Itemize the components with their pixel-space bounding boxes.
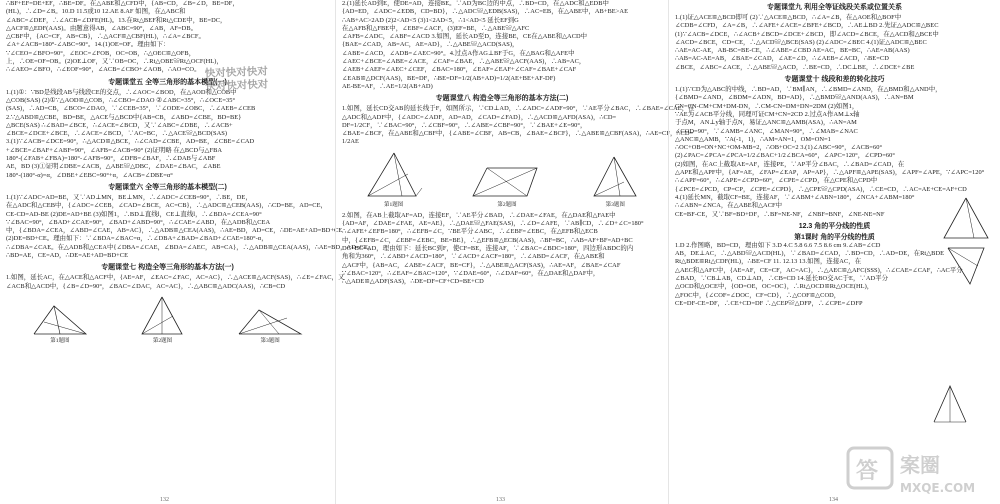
text-line: 1.如图，延长CD交AB的延长线于F，如图所示，∵CD⊥AD，∴∠ADC=∠ADF=90°，∵AE平分∠BAC，∴∠BAE=∠CAE，在: [342, 105, 695, 113]
triangle-figure-icon: [364, 150, 424, 202]
text-line: △BCE(SAS) ∴∠BAD=∠BCE，∴∠ACE=∠BCD，又∵∠ABC=∠DBE，∴∠ACB+: [6, 121, 233, 129]
col2-section1-lines: [342, 105, 695, 146]
text-line: 180°-(∠FAB+∠FBA)=180°-∠AFB=90°，∠DFB=∠BAF，∴∠DAB与∠ABF: [6, 155, 216, 163]
text-line: △FOC中，{∠COF=∠DOC，CF=CD}，∴△COF≌△COD，: [675, 291, 841, 299]
text-line: CE=BF-CE，又∵BF=BD+DF，∴BF=NE-NF，∠NBF=BNF，∠NE-NE=NF: [675, 210, 885, 218]
text-line: AE，BD (3)①证明∠DBE=∠ACB，△ABE≌△DBC，∠DAE=∠BAC，∠ABE: [6, 163, 221, 171]
watermark-logo-icon: [844, 442, 994, 500]
text-line: △CBF中，{AC=CF，AB=CB}，∴△ACF≌△CBF(HL)，∴∠A=∠BCF。: [6, 33, 205, 41]
text-line: 3.(1)∵∠ACB=∠DCE=90°，∴△ACD≌△BCE，∴∠CAD=∠CBE，AD=BE，∠CBE=∠CAD: [6, 138, 255, 146]
text-line: 2.∵△ABD≌△CBE，BD=BE，△ACE与△BCD中{AB=CB，∠ABD=∠CBE，BD=BE}: [6, 113, 242, 121]
text-line: 2.(1)延长AD到E，使DE=AD，连接BE。∵AD为BC边的中点，∴BD=CD，在△ADC和△EDB中: [342, 0, 609, 7]
triangle-side-figure-icon: [940, 196, 992, 288]
text-line: △AEC和△AFC中，{AE=AF，CE=CF，AC=AC}，∴△AEC≌△AFC(SSS)，∴∠CAE=∠CAF，∴AC平分: [675, 266, 963, 274]
text-line: {AD=AF，∠DAE=∠FAE，AE=AE}，∴△DAE≌△FAE(SAS)，∴∠D=∠AFE，∵AB∥CD，∴∠D+∠C=180°: [342, 220, 644, 228]
col2-section2-lines: [342, 212, 662, 287]
text-line: 1.(1)∵∠ADC=AD=BE，又∵AD⊥MN，BE⊥MN，∴∠ADC=∠CEB=90°，∴BE，DE，: [6, 193, 252, 201]
text-line: ∠ACD=∠BCE，CD=CE，∴△ACD≌△BCE(SAS) (2)∠ADC=∠BEC 4.(1)证△ADC≌△BEC: [675, 38, 927, 46]
svg-text:答: 答: [856, 459, 879, 484]
quadrilateral-figure-icon: [467, 162, 547, 202]
col2-page-number: 133: [496, 497, 505, 503]
text-line: (2)DE=BD+CE。理由如下：∵∠BDA=∠BAC=α，∴∠DBA+∠BAD=∠BAD+∠CAE=180°-α，: [6, 235, 268, 243]
text-line: (1)∵∠ACB=∠DCE，∴∠ACB+∠BCD=∠DCE+∠BCD，即∠ACD=∠BCE，在△ACD和△BCE中: [675, 30, 939, 38]
text-line: ∵AE为∠ACB平分线，同理可证CM+CN=2CD 2.过点A作AM⊥x轴: [675, 110, 860, 118]
col3-section0-lines: [675, 14, 994, 72]
col1-section2-lines: [6, 193, 375, 260]
text-line: 180°-(180°-α)=α，∠DBE+∠EBC=90°+α，∠ACB=∠DBE=α°: [6, 171, 173, 179]
col3-section0-title: 专题课堂九 利用全等证线段关系或位置关系: [767, 4, 902, 11]
col3-section2-title: 12.3 角的平分线的性质: [798, 222, 871, 230]
text-line: ∠ABC=∠DEF，∴∠ACB=∠DFE(HL)。13.在Rt△BEF和Rt△CDE中，BE=DC，: [6, 16, 227, 24]
text-line: ∠AFB=∠ADC，∠ABF=∠ACD 3.如图，延长AD至D，连接BE，CE在△ABE和△ACD中: [342, 33, 588, 41]
text-line: ∴BD=AE，CE=AD，∴DE=AE+AD=BD+CE: [6, 252, 129, 260]
text-line: DC+BC=AD，理由如下：延长BC到F，使CF=BE，连接AF，∵∠BAC=∠BDC=180°，四边形ABDC的内: [342, 244, 634, 252]
col2-top-lines: [342, 0, 662, 91]
text-line: (SAS)，∴AD=CB，∠BCO=∠DAO，∵∠CEB=35°，∵∠ODE=∠OBC，∴∠AEB=∠CEB: [6, 105, 256, 113]
text-line: (2)如图，在AC上截取AE=AF，连接PE，∵AP平分∠BAC，∴∠BAD=∠CAD，在: [675, 160, 905, 168]
angle-bisector-figure-icon: [930, 382, 970, 426]
text-line: ∴∠DBA=∠CAE。在△ADB和△CEA中{∠DBA=∠CAE，∠BDA=∠AEC，AB=CA}，∴△ADB≌△CEA(AAS)，∴AE=BD，AD=CE，: [6, 243, 375, 251]
col2-fig3-caption: 第3题图: [605, 201, 625, 208]
text-line: ∴∠AEO=∠BFO，∴∠EOF=90°，∠ACB=∠CBO+∠AOB，∴AO=CO。: [6, 66, 201, 74]
text-line: 1.(1)证△ACE≌△BCD即可 (2)∵△ACE≌△BCD，∴∠A=∠B，在△AOE和△BOF中: [675, 14, 902, 21]
text-line: ∠AEC+∠BCE=∠ABE=∠ACE，∠CAF=∠BAE，∴△ABE≌△ACF(AAS)，∴AB=AC，: [342, 58, 586, 66]
col2-section1-title: 专题课堂八 构造全等三角形的基本方法(二): [435, 95, 569, 103]
text-line: ∴OC+OB=ON+NC+OM-MB=2，∴OB+OC=2 3.(1)∠ABC=90°，∠ACB=60°: [675, 144, 883, 152]
col2-fig2-caption: 第2题图: [497, 201, 517, 208]
text-line: △ADC和△ADF中，{∠ADC=∠ADF，AD=AD，∠CAD=∠FAD}，∴△ACD≌△AFD(ASA)，∴CD=: [342, 113, 617, 121]
text-line: ∠CDB=∠CFD，∠A=∠B，∴∠AFE+∠ACE=∠BFE+∠BCD，∴AE⊥BD 2.先证△ADC≌△BEC: [675, 22, 939, 30]
text-line: 中，{∠BDA=∠CEA，∠ABD=∠CAE，AB=AC}，∴△ADB≌△CEA(AAS)，∴AE=BD，AD=CE，∴DE=AE+AD=BD+CE: [6, 227, 343, 235]
col1-figure-2: [137, 294, 187, 345]
col1-figure-3: [235, 304, 305, 345]
text-line: ∴AB=AC-AE=AB，∠BAE=∠CAD，∠AE=∠D，∴∠AEB=∠ACD，∴BE=CD: [675, 55, 889, 63]
text-line: 1.D 2.作图略，BD=CD，理由如下 3.D 4.C 5.8 6.6 7.5 8.6 cm 9.∠AB=∠CD: [675, 241, 881, 249]
text-line: △APE和△APF中，{AF=AE，∠FAP=∠EAP，AP=AP}，∴△APF≌△APE(SAS)，∠APF=∠APE，∵∠APC=120°: [675, 169, 985, 177]
triangle-figure-icon: [137, 294, 187, 338]
text-line: 1/2AE: [342, 138, 359, 146]
text-line: ∴∠APF=60°，∴∠APE=∠CPD=60°，∠CPE=∠CPD，在△CPE和△CPD中: [675, 177, 878, 185]
col1-section2-title: 专题课堂六 全等三角形的基本模型(二): [108, 183, 227, 191]
col1-section1-title: 专题课堂五 全等三角形的基本模型(一): [108, 78, 227, 86]
text-line: △ACF≌△EDF(AAS)。由题意得AB，∠ABC=90°，∠AB，AF=DB。: [6, 24, 198, 32]
col2-figure-2: [467, 162, 547, 209]
text-line: Rt△BDE≌Rt△CDF(HL)，∴BE=CF 11. 12.13 13.如图，连接AC，在: [675, 258, 862, 266]
text-line: ∵∠BAC=90°，∠BAD+∠CAE=90°，∠BAD+∠ABD=90°，∴∠CAE=∠ABD，在△ADB和△CEA: [6, 218, 271, 226]
col3-page-number: 134: [829, 497, 838, 503]
text-line: 在△AFB和△FBE中，∠EBF=∠ACF，(3)EF=BE，∴△ABE≌△AFC: [342, 24, 530, 32]
text-line: ∠BAE=∠BCF，在△ABE和△CBF中，{∠ABE=∠CBF，AB=CB，∠BAE=∠BCF}，∴△ABE≌△CBF(ASA)，∴AE=CF，∴CD=: [342, 130, 694, 138]
text-line: (2)∠PAC=∠PCA=∠PCA=1/2∠BAC+1/2∠BCA=60°，∠APC=120°，∠CPD=60°: [675, 152, 895, 160]
text-line: 角和为360°，∴∠ABD+∠ACD=180°，∵∠ACD+∠ACF=180°，∴∠ABD=∠ACF，在△ABE和: [342, 253, 605, 261]
column-left: [0, 0, 375, 504]
col1-fig1-caption: 第1题图: [50, 337, 70, 344]
col1-section3-lines: [6, 274, 345, 291]
column-right: [668, 0, 1000, 504]
column-middle: [335, 0, 695, 504]
text-line: CE-CD=AD-BE (2)DE=AD+BE (3)如图1，∴BD⊥直线l，CE⊥直线l，∴∠BDA=∠CEA=90°: [6, 210, 262, 218]
text-line: {BAE=∠CAD，AB=AC，AE=AD}，∴△ABE≌△ACD(SAS)，: [342, 41, 519, 49]
text-line: ∴∠ABN=∠NCA，在△ABE和△ACF中: [675, 202, 783, 210]
text-line: 于点M，AN⊥y轴于点N，易证△ANC≌△AMB(ASA)，∴AN=AM: [675, 119, 857, 127]
text-line: AB，DE⊥AC，∴△ABD≌△ACD(HL)，∵∠BAD=∠CAD，∴BD=CD，∴AD=DE，在Rt△BDE: [675, 250, 945, 258]
text-line: ∠BAD，∵CB⊥AB，CD⊥AD，∴CB=CD 14.延长BO交AC于E，∵AD平分: [675, 275, 889, 283]
col1-fig2-caption: 第2题图: [152, 337, 173, 344]
col1-figure-1: [30, 302, 90, 345]
text-line: ∠ACB和△ACD中，{∠B=∠D=90°，∠BAC=∠DAC，AC=AC}，∴△ABC≌△ADC(AAS)，∴CB=CD: [6, 282, 286, 290]
text-line: ∵∠BAC=120°，∴∠EAF=∠BAC=120°，∵∠DAE=60°，∴∠DAF=60°，在△DAE和△DAF中，: [342, 269, 600, 277]
text-line: ∠EAB≌△DCF(AAS)，BE=DF，∴BE=DF=1/2(AB+AD)=1/2(AE+BE+AF-DF): [342, 74, 556, 82]
text-line: 在△ADC和△CEB中，{∠ADC=∠CEB，∠CAD=∠BCE，AC=CB}，∴△ADC≌△CEB(AAS)，∴CD=BE，AD=CE，: [6, 202, 327, 210]
text-line: △ACF中，{AB=AC，∠ABE=∠ACF，BE=CF}，∴△ABE≌△ACF(SAS)，∴AE=AF，∠BAE=∠CAF: [342, 261, 621, 269]
text-line: ∠ABE=∠ACD，∠ADB=∠AEC=90°。4.过点A作AG⊥BF于G，在△BAG和△AFE中: [342, 49, 575, 57]
text-line: {∠BMD=∠AND，∠BDM=∠ADN，BD=AD}，∴△BMD≌△AND(AAS)，∴AN=BM: [675, 94, 914, 102]
text-line: (HL)，∴∠D=∠B。10.D 11.5或10 12.AE 8.AF 如图，在△ABC和: [6, 8, 186, 16]
triangle-figure-icon: [590, 154, 640, 202]
text-line: ∴AE=AC-AE，AB-BC=BE-CE，∴∠ABE=∠CBD AE=AC，BE=BC，∴AE=AB(AAS): [675, 47, 910, 55]
text-line: 2.如图，在AB上截取AF=AD，连接EF，∵AE平分∠BAD，∴∠DAE=∠FAE，在△DAE和△FAE中: [342, 211, 616, 219]
text-line: ∵∠CEO=∠BFO=90°，∠EOC=∠FOB，OC=OB，∴△OEC≌△OFB，: [6, 49, 196, 57]
text-line: ∴∠AFE+∠EFB=180°，∴∠EFB=∠C，∵BE平分∠ABC，∴∠EBF=∠EBC，在△EFB和△ECB: [342, 228, 598, 236]
col2-fig1-caption: 第1题图: [384, 201, 404, 208]
text-line: {AD=ED，∠ADC=∠EDB，CD=BD}，∴△ADC≌△EDB(SAS)，∴AC=EB，在△ABE中，AB+BE>AE: [342, 8, 629, 16]
col2-figure-1: [364, 150, 424, 209]
text-line: AE-BE=AF，∴AE=1/2(AB+AD): [342, 82, 433, 90]
col3-section1-title: 专题课堂十 线段和差的转化技巧: [784, 76, 885, 84]
svg-text:MXQE.COM: MXQE.COM: [900, 481, 976, 495]
text-line: {∠PCE=∠PCD，CP=CP，∠CPE=∠CPD}，∴△CPE≌△CPD(ASA)，∴CE=CD，∴AC=AE+CE=AF+CD: [675, 185, 967, 193]
svg-text:案圈: 案圈: [900, 453, 940, 477]
text-line: △ANC≌△AMB，∵A(-1，1)，∴AM=AN=1，OM=ON=1: [675, 135, 831, 143]
text-line: ∠COD=90°，∵∠AMB=∠ANC，∠MAN=90°，∴∠MAB=∠NAC: [675, 127, 858, 135]
text-line: ∠A+∠ACB=180°-∠ABC=90°。14.(1)OE=OF。理由如下：: [6, 41, 170, 49]
text-line: ∠BCE=∠DCE+∠BCE，∴∠ACE=∠BCD，∵AC=BC，∴△ACE≌△BCD(SAS): [6, 130, 228, 138]
col1-page-number: 132: [160, 497, 169, 503]
text-line: 中，{∠EFB=∠C，∠EBF=∠EBC，BE=BE}，∴△EFB≌△ECB(AAS)，∴BF=BC，∴AB=AF+BF=AD+BC: [342, 236, 633, 244]
text-line: +∠BCE=∠BAF+∠ABF=90°，∠AFB=∠ACB=90° (2)证明略 在△BCD与△FBA: [6, 146, 223, 154]
text-line: 1.如图，延长AC，在△ACE和△ACF中，{AE=AF，∠EAC=∠FAC，AC=AC}，∴△ACE≌△ACF(SAS)，∴∠E=∠FAC，又: [6, 274, 345, 282]
brand-stamp: 快对快对快对 快对快对快对: [204, 65, 269, 93]
text-line: 4.(1)延长MN，截取CF=BE，连接AF，∵∠ABM+∠ABN=180°，∠NCA+∠ABM=180°: [675, 193, 915, 201]
text-line: CE=DF-CE=DF，∴CE+CD=DF ∴△CEP≌△DFP，∴∠CPE=∠DFP: [675, 299, 863, 307]
col1-section1-lines: [6, 89, 329, 180]
text-line: ∴BF+EF=DE+EF，∴BE=DF。在△ABE和△CFD中，{AB=CD，∠B=∠D，BE=DF，: [6, 0, 239, 7]
text-line: ∴AB+AC>2AD (2)2<AD<5 (3)1<2AD<5，∴1<AD<5 延长EF到G: [342, 16, 519, 24]
text-line: ∠BCE，∠ABC=∠ACE，∴△ABE≌△ACD，∴BE=CD，∴DC⊥BE，∴∠DCE+∠BE: [675, 63, 915, 71]
col3-section2-subtitle: 第1课时 角的平分线的性质: [794, 233, 875, 241]
triangle-figure-icon: [30, 302, 90, 338]
text-line: 1.(1)∵CD为△ABC的中线，∴BD=AD，∵BM∥AN，∴∠BMD=∠AND，在△BMD和△AND中，: [675, 86, 942, 94]
text-line: △COB(SAS) (2)①∵△AOD≌△COB，∴∠CBO=∠DAO ②∠ABC=35°，∴∠OCE=35°: [6, 96, 236, 104]
text-line: 1.(1)①：∵BD是线段AB与线段CE的交点，∴∠AOC=∠BOD，在△AOD和△COB中: [6, 88, 237, 96]
text-line: DF=1/2CF，∵∠BAC=90°，∴∠CBF=90°，∴∠ABE=∠CBF=90°，∵∠BAE+∠E=90°，: [342, 121, 587, 129]
col1-section3-title: 专题课堂七 构造全等三角形的基本方法(一): [101, 264, 234, 272]
col1-fig3-caption: 第3题图: [260, 337, 280, 344]
triangle-figure-icon: [235, 304, 305, 338]
col1-figures: [6, 294, 329, 345]
text-line: CN=CN-CM+CM+DM-DN，∴CM-CN=DM+DN=2DM (2)如图1，: [675, 102, 859, 110]
text-line: ∴△ADE≌△ADF(SAS)，∴DE=DF=CF+CD=BE+CD: [342, 278, 484, 286]
text-line: △OCD和△OCE中，{OD=OE，OC=OC}，∴Rt△OCD≌Rt△OCE(HL)，: [675, 283, 874, 291]
col2-figures: [342, 150, 662, 209]
text-line: 上，∴OE=OF=OB。(2)OE⊥OF，又∵OB=OC，∴Rt△OBE≌Rt△OCF(HL)，: [6, 58, 223, 66]
text-line: ∠AEB+∠AEF=∠AEC+∠CEF，∠BAC=180°，∠EAF=∠EAF+∠CAF=∠BAE+∠CAF: [342, 66, 577, 74]
col2-figure-3: [590, 154, 640, 209]
col1-top-lines: [6, 0, 329, 75]
